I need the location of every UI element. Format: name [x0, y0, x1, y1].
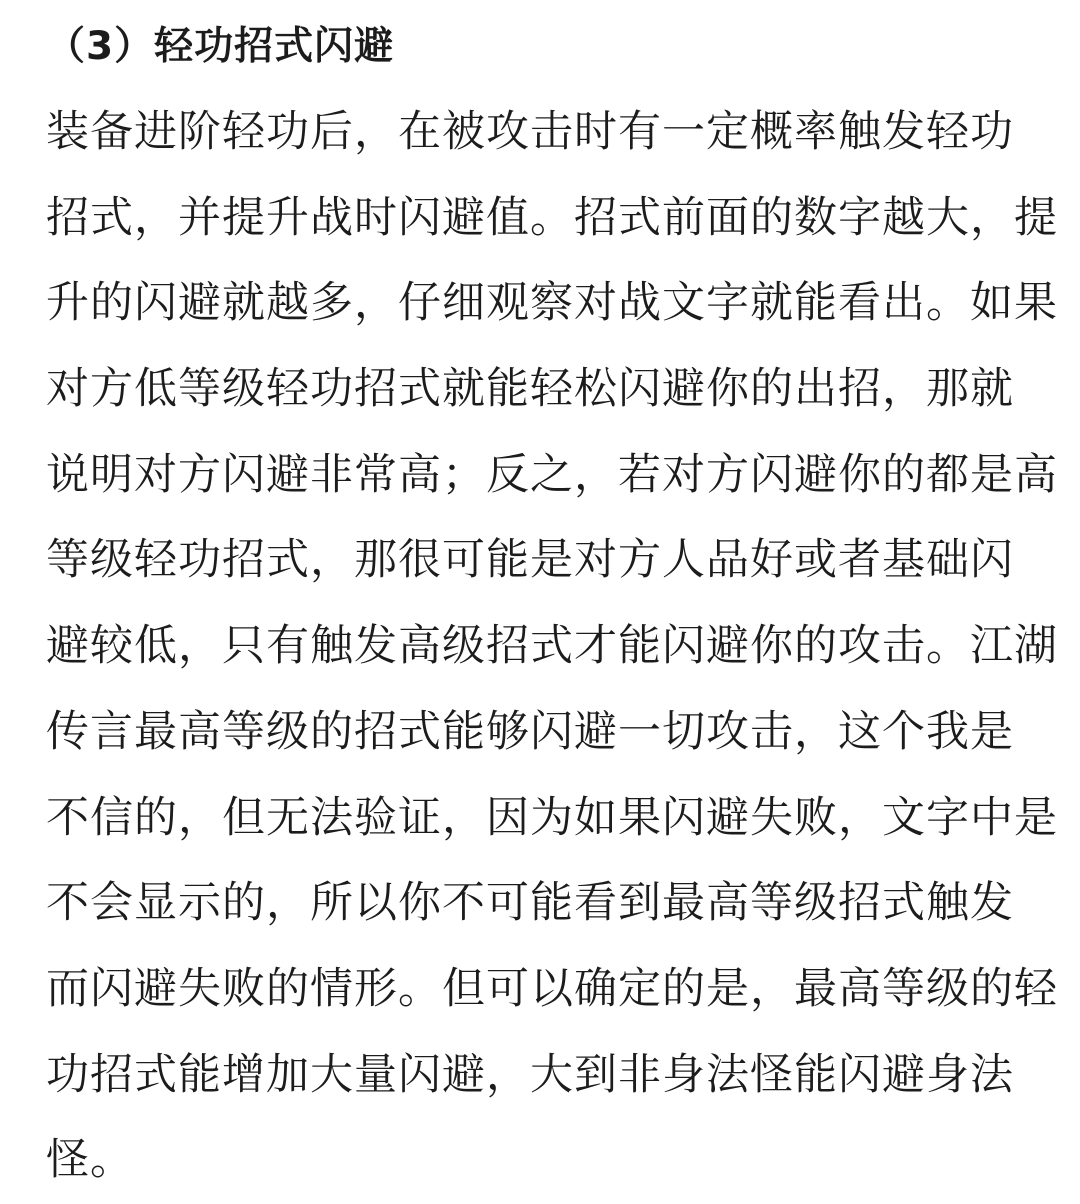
body-line: 等级轻功招式，那很可能是对方人品好或者基础闪: [46, 535, 1014, 586]
body-line: 传言最高等级的招式能够闪避一切攻击，这个我是: [46, 706, 1014, 757]
body-line: 说明对方闪避非常高；反之，若对方闪避你的都是高: [46, 449, 1058, 500]
body-line: 升的闪避就越多，仔细观察对战文字就能看出。如果: [46, 278, 1058, 329]
body-line: 怪。: [46, 1135, 134, 1186]
body-line: 招式，并提升战时闪避值。招式前面的数字越大，提: [46, 192, 1058, 243]
section-body: [46, 90, 1058, 1204]
body-line: 而闪避失败的情形。但可以确定的是，最高等级的轻: [46, 963, 1058, 1014]
body-line: 不信的，但无法验证，因为如果闪避失败，文字中是: [46, 792, 1058, 843]
body-line: 装备进阶轻功后，在被攻击时有一定概率触发轻功: [46, 107, 1014, 157]
body-line: 功招式能增加大量闪避，大到非身法怪能闪避身法: [46, 1049, 1014, 1100]
article: [46, 0, 1058, 1204]
section-heading: （3）轻功招式闪避: [46, 24, 395, 69]
body-line: 避较低，只有触发高级招式才能闪避你的攻击。江湖: [46, 621, 1058, 672]
body-line: 对方低等级轻功招式就能轻松闪避你的出招，那就: [46, 364, 1014, 415]
body-line: 不会显示的，所以你不可能看到最高等级招式触发: [46, 878, 1014, 929]
